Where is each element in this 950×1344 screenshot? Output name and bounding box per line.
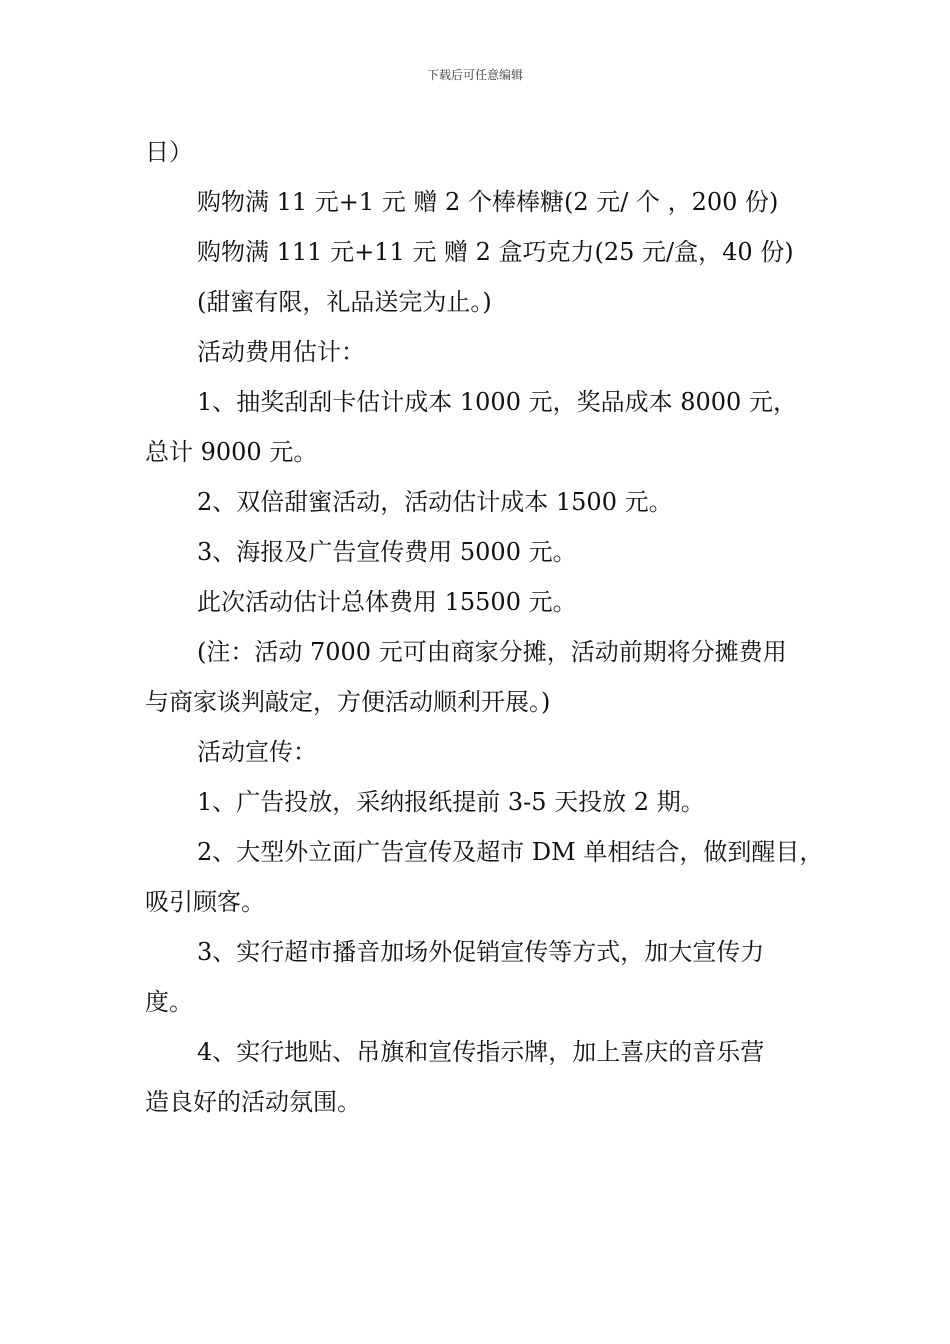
text-line: 日） [145, 138, 193, 166]
text-line: 吸引顾客。 [145, 888, 265, 916]
text-line: 购物满 11 元+1 元 赠 2 个棒棒糖(2 元/ 个 ，200 份) [197, 188, 779, 216]
section-heading-promotion: 活动宣传： [197, 738, 317, 766]
header-note: 下载后可任意编辑 [426, 68, 523, 82]
text-line: (甜蜜有限，礼品送完为止。) [197, 288, 492, 316]
text-line: 购物满 111 元+11 元 赠 2 盒巧克力(25 元/盒，40 份) [197, 238, 794, 266]
text-line: 造良好的活动氛围。 [145, 1088, 361, 1116]
section-heading-cost: 活动费用估计： [197, 338, 365, 366]
text-line: 总计 9000 元。 [145, 438, 318, 466]
text-line: 与商家谈判敲定，方便活动顺利开展。) [145, 688, 551, 716]
text-line: 3、实行超市播音加场外促销宣传等方式，加大宣传力 [197, 938, 765, 966]
text-line: 3、海报及广告宣传费用 5000 元。 [197, 538, 577, 566]
text-line: 1、抽奖刮刮卡估计成本 1000 元，奖品成本 8000 元， [197, 388, 797, 416]
text-line: 此次活动估计总体费用 15500 元。 [197, 588, 577, 616]
text-line: 2、大型外立面广告宣传及超市 DM 单相结合，做到醒目， [197, 838, 824, 866]
text-line: (注：活动 7000 元可由商家分摊，活动前期将分摊费用 [197, 638, 787, 666]
text-line: 2、双倍甜蜜活动，活动估计成本 1500 元。 [197, 488, 673, 516]
text-line: 4、实行地贴、吊旗和宣传指示牌，加上喜庆的音乐营 [197, 1038, 765, 1066]
text-line: 1、广告投放，采纳报纸提前 3-5 天投放 2 期。 [197, 788, 705, 816]
text-line: 度。 [145, 988, 193, 1016]
document-body [145, 127, 825, 1127]
